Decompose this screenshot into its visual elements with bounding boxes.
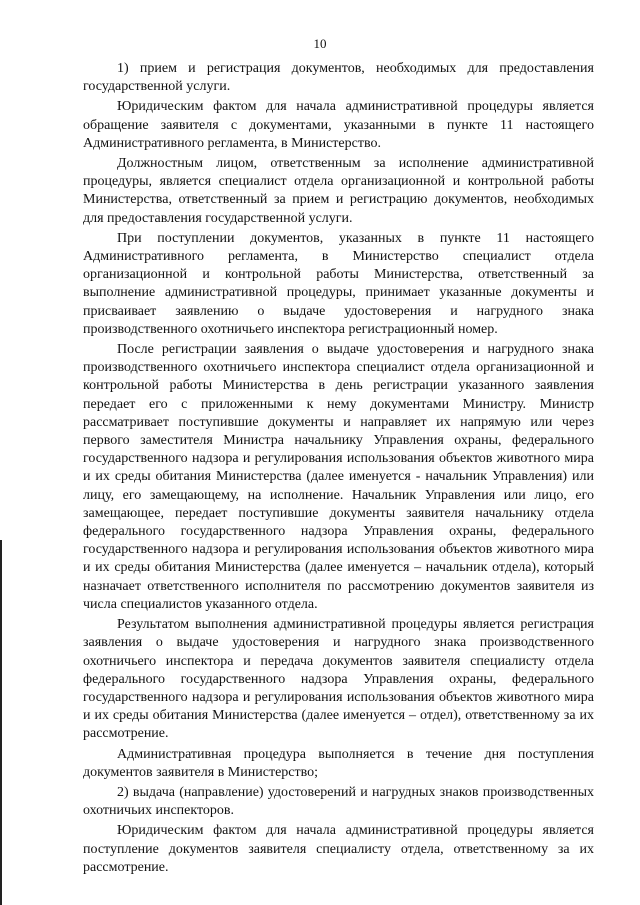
paragraph-9: Юридическим фактом для начала административной процедуры является поступление документов заявителя специалисту отдела, ответственному за их рассмотрение.	[83, 823, 594, 875]
paragraph-3: Должностным лицом, ответственным за исполнение административной процедуры, является специалист отдела организационной и контрольной работы Министерства, ответственный за прием и регистрацию документов, необходимых для предоставления государственной услуги.	[83, 156, 594, 226]
paragraph-1: 1) прием и регистрация документов, необходимых для предоставления государственной услуги.	[83, 61, 594, 95]
paragraph-4: При поступлении документов, указанных в пункте 11 настоящего Административного регламента, в Министерство специалист отдела организационной и контрольной работы Министерства, ответственный за выполнение административной процедуры, принимает указанные документы и присваивает заявлению о выдаче удостоверения и нагрудного знака производственного охотничьего инспектора регистрационный номер.	[83, 230, 594, 337]
scan-edge-line	[0, 540, 2, 905]
paragraph-8: 2) выдача (направление) удостоверений и нагрудных знаков производственных охотничьих инспекторов.	[83, 784, 594, 819]
paragraph-7: Административная процедура выполняется в течение дня поступления документов заявителя в Министерство;	[83, 746, 594, 780]
paragraph-2: Юридическим фактом для начала административной процедуры является обращение заявителя с документами, указанными в пункте 11 настоящего Административного регламента, в Министерство.	[83, 99, 594, 151]
paragraph-5: После регистрации заявления о выдаче удостоверения и нагрудного знака производственного охотничьего инспектора специалист отдела организационной и контрольной работы Министерства в день регистрации указанного заявления передает его с приложенными к нему документами Министру. Министр рассматривает поступившие документы и направляет их напрямую или через первого заместителя Министра начальнику Управления охраны, федерального государственного надзора и регулирования использования объектов животного мира и их среды обитания Министерства (далее именуется - начальник Управления) или лицу, его замещающему, на исполнение. Начальник Управления или лицо, его замещающее, передает поступившие документы заявителя начальнику отдела федерального государственного надзора Управления охраны, федерального государственного надзора и регулирования использования объектов животного мира и их среды обитания Министерства (далее именуется – начальник отдела), который назначает ответственного исполнителя по рассмотрению документов заявителя из числа специалистов указанного отдела.	[83, 342, 594, 612]
page-number: 10	[313, 36, 327, 51]
document-body	[83, 60, 594, 877]
paragraph-6: Результатом выполнения административной процедуры является регистрация заявления о выдаче удостоверения и нагрудного знака производственного охотничьего инспектора и передача документов заявителя специалисту отдела федерального государственного надзора Управления охраны, федерального государственного надзора и регулирования использования объектов животного мира и их среды обитания Министерства (далее именуется – отдел), ответственному за их рассмотрение.	[83, 617, 594, 742]
